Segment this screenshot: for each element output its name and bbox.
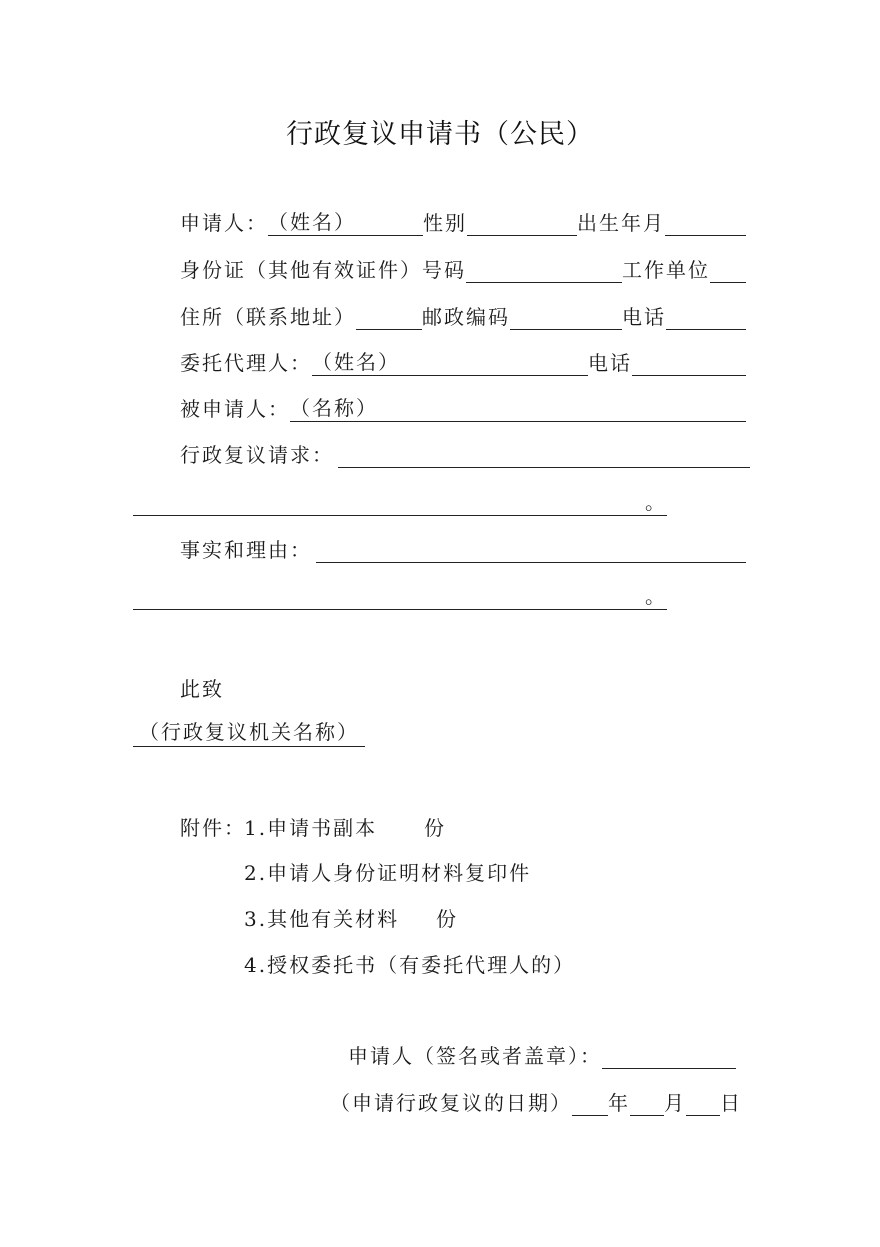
date-month-field[interactable] <box>630 1089 664 1116</box>
day-label: 日 <box>720 1091 742 1115</box>
id-line <box>180 251 746 283</box>
address-label: 住所（联系地址） <box>180 305 356 329</box>
respondent-label: 被申请人： <box>180 397 290 421</box>
attachment-item-3: 3.其他有关材料 <box>244 907 400 931</box>
applicant-label: 申请人： <box>180 211 268 235</box>
agent-label: 委托代理人： <box>180 351 312 375</box>
attachment-copies-3: 份 <box>436 907 458 931</box>
signature-field[interactable] <box>602 1042 736 1069</box>
address-line <box>180 298 746 330</box>
respondent-name-hint: （名称） <box>290 396 378 420</box>
agent-phone-label: 电话 <box>588 351 632 375</box>
birth-field[interactable] <box>665 209 746 236</box>
address-field[interactable] <box>356 303 422 330</box>
facts-label: 事实和理由： <box>180 538 312 562</box>
facts-field-cont[interactable] <box>133 583 645 610</box>
organ-name-field[interactable] <box>133 718 365 747</box>
phone-label: 电话 <box>622 305 666 329</box>
agent-phone-field[interactable] <box>632 349 746 376</box>
agent-name-field[interactable] <box>312 349 588 376</box>
applicant-line <box>180 204 746 236</box>
request-label: 行政复议请求： <box>180 443 334 467</box>
date-line <box>330 1087 742 1116</box>
request-continuation <box>133 484 667 516</box>
organ-name-hint: （行政复议机关名称） <box>139 720 359 744</box>
respondent-line <box>180 390 746 422</box>
birth-label: 出生年月 <box>577 211 665 235</box>
date-day-field[interactable] <box>686 1089 720 1116</box>
postcode-field[interactable] <box>510 303 622 330</box>
id-number-field[interactable] <box>466 256 622 283</box>
month-label: 月 <box>664 1091 686 1115</box>
attachments-label: 附件： <box>180 816 246 840</box>
attachment-item-1: 1.申请书副本 <box>244 816 378 840</box>
facts-end-mark: 。 <box>645 584 665 608</box>
gender-label: 性别 <box>423 211 467 235</box>
postcode-label: 邮政编码 <box>422 305 510 329</box>
attachment-item-2: 2.申请人身份证明材料复印件 <box>244 861 532 885</box>
signature-label: 申请人（签名或者盖章）： <box>348 1044 602 1068</box>
document-title: 行政复议申请书（公民） <box>286 119 594 150</box>
phone-field[interactable] <box>666 303 746 330</box>
signature-line <box>348 1040 736 1069</box>
request-field-cont[interactable] <box>133 489 645 516</box>
work-unit-label: 工作单位 <box>622 258 710 282</box>
facts-line <box>180 531 746 563</box>
gender-field[interactable] <box>467 209 577 236</box>
request-end-mark: 。 <box>645 490 665 514</box>
applicant-name-field[interactable] <box>268 209 423 236</box>
work-unit-field[interactable] <box>710 256 746 283</box>
attachment-item-4: 4.授权委托书（有委托代理人的） <box>244 953 576 977</box>
facts-continuation <box>133 578 667 610</box>
year-label: 年 <box>608 1091 630 1115</box>
salutation: 此致 <box>180 677 224 701</box>
date-year-field[interactable] <box>572 1089 608 1116</box>
applicant-name-hint: （姓名） <box>268 210 356 234</box>
respondent-field[interactable] <box>290 395 746 422</box>
id-label: 身份证（其他有效证件）号码 <box>180 258 466 282</box>
facts-field[interactable] <box>316 536 746 563</box>
attachment-copies-1: 份 <box>424 816 446 840</box>
request-line <box>180 436 750 468</box>
date-label: （申请行政复议的日期） <box>330 1091 572 1115</box>
agent-line <box>180 344 746 376</box>
agent-name-hint: （姓名） <box>312 350 400 374</box>
request-field[interactable] <box>338 441 750 468</box>
